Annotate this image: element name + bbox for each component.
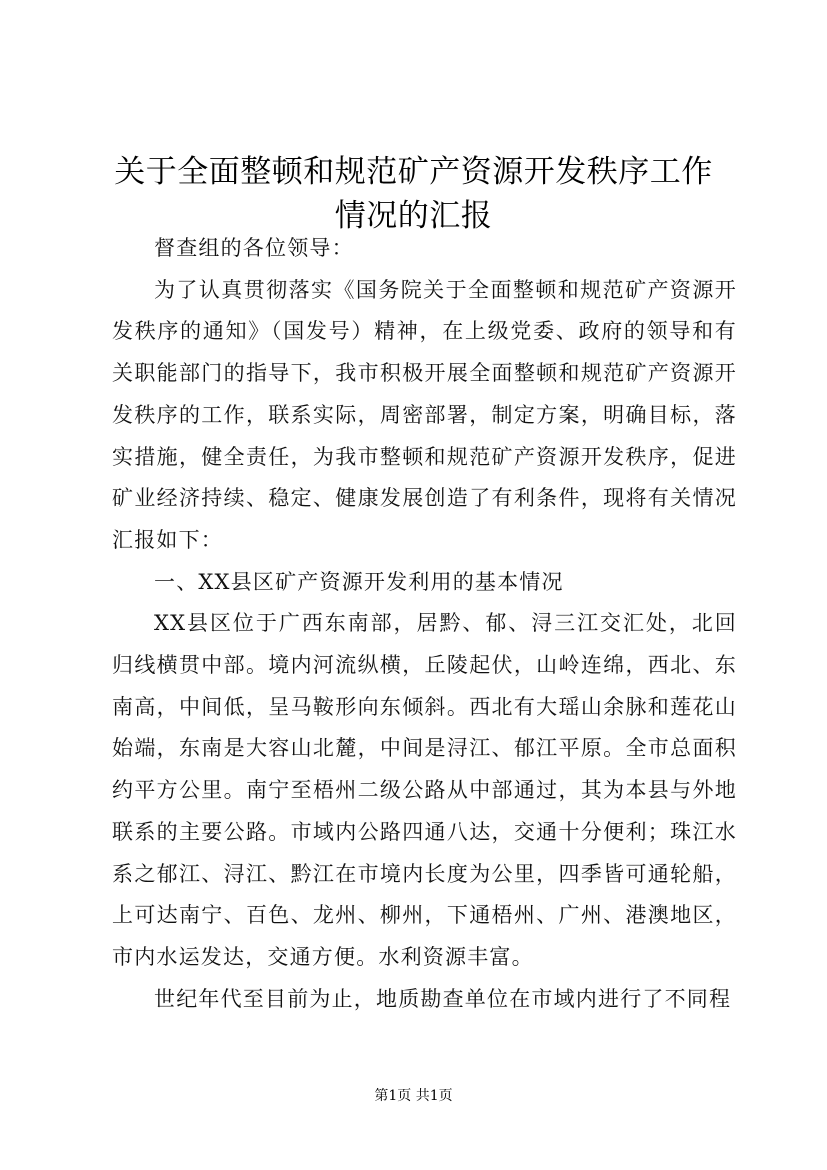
history-paragraph: 世纪年代至目前为止，地质勘查单位在市域内进行了不同程 [154, 986, 732, 1011]
document-body [112, 228, 737, 1020]
salutation-paragraph: 督查组的各位领导： [154, 236, 354, 260]
document-title: 关于全面整顿和规范矿产资源开发秩序工作情况的汇报 [114, 154, 713, 234]
section-heading: 一、XX县区矿产资源开发利用的基本情况 [154, 569, 564, 594]
overview-paragraph: XX县区位于广西东南部，居黔、郁、浔三江交汇处，北回归线横贯中部。境内河流纵横，丘陵起伏，山岭连绵，西北、东南高，中间低，呈马鞍形向东倾斜。西北有大瑶山余脉和莲花山始端，东南是大容山北麓，中间是浔江、郁江平原。全市总面积约平方公里。南宁至梧州二级公路从中部通过，其为本县与外地联系的主要公路。市域内公路四通八达，交通十分便利；珠江水系之郁江、浔江、黔江在市境内长度为公里，四季皆可通轮船，上可达南宁、百色、龙州、柳州，下通梧州、广州、港澳地区，市内水运发达，交通方便。水利资源丰富。 [112, 611, 737, 969]
intro-paragraph: 为了认真贯彻落实《国务院关于全面整顿和规范矿产资源开发秩序的通知》（国发号）精神，在上级党委、政府的领导和有关职能部门的指导下，我市积极开展全面整顿和规范矿产资源开发秩序的工作，联系实际，周密部署，制定方案，明确目标，落实措施，健全责任，为我市整顿和规范矿产资源开发秩序，促进矿业经济持续、稳定、健康发展创造了有利条件，现将有关情况汇报如下： [112, 277, 737, 552]
page-footer: 第1页 共1页 [374, 1088, 453, 1104]
